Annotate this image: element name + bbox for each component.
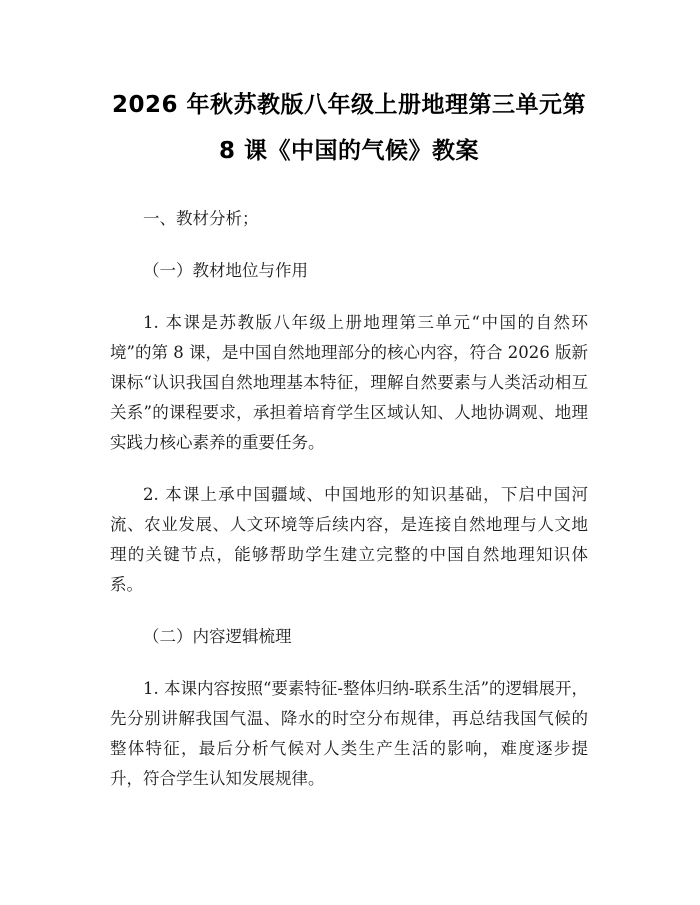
document-body xyxy=(110,204,588,794)
subsection-heading-content-logic: （二）内容逻辑梳理 xyxy=(143,627,292,646)
paragraph-status-1: 1. 本课是苏教版八年级上册地理第三单元“中国的自然环境”的第 8 课，是中国自然地理部分的核心内容，符合 2026 版新课标“认识我国自然地理基本特征，理解自然要素与人类活动相互关系”的课程要求，承担着培育学生区域认知、人地协调观、地理实践力核心素养的重要任务。 xyxy=(110,313,588,452)
document-title xyxy=(110,82,588,174)
title-line-2: 8 课《中国的气候》教案 xyxy=(218,138,479,164)
paragraph-status-2: 2. 本课上承中国疆域、中国地形的知识基础，下启中国河流、农业发展、人文环境等后续内容，是连接自然地理与人文地理的关键节点，能够帮助学生建立完整的中国自然地理知识体系。 xyxy=(110,485,588,594)
subsection-heading-status-and-role: （一）教材地位与作用 xyxy=(143,261,308,280)
section-heading-teaching-material-analysis: 一、教材分析； xyxy=(143,209,259,228)
title-line-1: 2026 年秋苏教版八年级上册地理第三单元第 xyxy=(111,92,587,118)
paragraph-logic-1: 1. 本课内容按照“要素特征-整体归纳-联系生活”的逻辑展开，先分别讲解我国气温、降水的时空分布规律，再总结我国气候的整体特征，最后分析气候对人类生产生活的影响，难度逐步提升，符合学生认知发展规律。 xyxy=(110,679,589,788)
